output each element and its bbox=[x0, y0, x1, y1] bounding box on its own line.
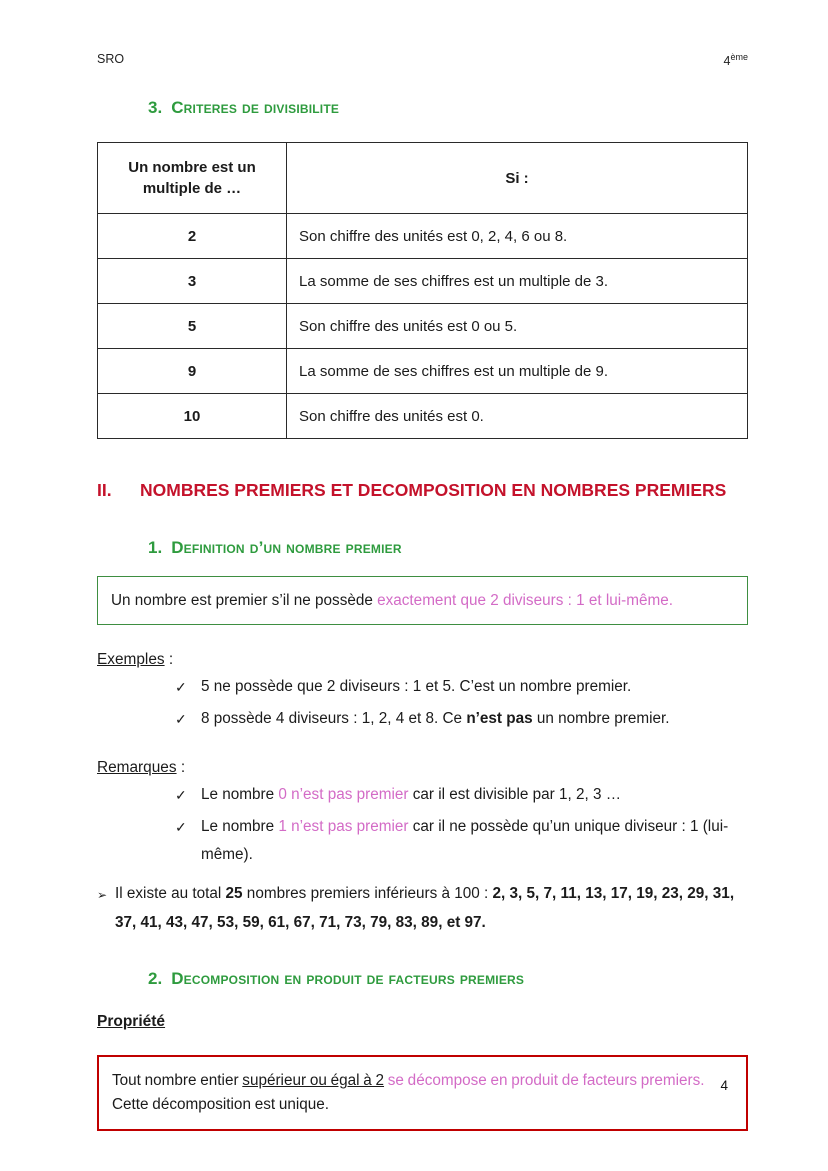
remarque-item-1-post: car il est divisible par 1, 2, 3 … bbox=[408, 786, 622, 804]
table-header-multiple: Un nombre est un multiple de … bbox=[98, 143, 287, 214]
table-row bbox=[98, 214, 748, 259]
primes-list: 2, 3, 5, 7, 11, 13, 17, 19, 23, 29, 31, 37, 41, 43, 47, 53, 59, 61, 67, 71, 73, 79, 83, 89, et 97. bbox=[115, 885, 735, 932]
table-cell-condition: La somme de ses chiffres est un multiple de 3. bbox=[287, 259, 748, 304]
remarque-item-1-pre: Le nombre bbox=[201, 786, 279, 804]
table-cell-multiple: 2 bbox=[98, 214, 287, 259]
remarques-colon: : bbox=[176, 759, 186, 777]
section-2-title: NOMBRES PREMIERS ET DECOMPOSITION EN NOMBRES PREMIERS bbox=[140, 480, 727, 501]
property-highlight: se décompose en produit de facteurs premiers. bbox=[384, 1072, 705, 1090]
check-icon: ✓ bbox=[175, 711, 187, 728]
table-row bbox=[98, 349, 748, 394]
section-2-numeral: II. bbox=[97, 480, 112, 501]
table-cell-multiple: 10 bbox=[98, 394, 287, 439]
header-grade-suffix: ème bbox=[730, 52, 748, 62]
section-2-heading bbox=[97, 475, 748, 506]
section-3-number: 3. bbox=[148, 98, 163, 118]
page-number: 4 bbox=[720, 1078, 728, 1093]
arrow-bullet-icon: ➢ bbox=[97, 888, 108, 903]
table-row bbox=[98, 304, 748, 349]
exemples-colon: : bbox=[164, 651, 174, 669]
remarque-item-2-text bbox=[201, 813, 748, 869]
header-author: SRO bbox=[97, 52, 125, 66]
remarque-item-2-pre: Le nombre bbox=[201, 818, 279, 836]
exemple-item-1-text: 5 ne possède que 2 diviseurs : 1 et 5. C’est un nombre premier. bbox=[201, 678, 632, 696]
primes-count: 25 bbox=[225, 885, 243, 903]
exemple-item-2 bbox=[175, 705, 748, 733]
property-post: Cette décomposition est unique. bbox=[112, 1096, 330, 1114]
header-grade bbox=[724, 52, 748, 68]
subsection-2-title: Decomposition en produit de facteurs premiers bbox=[171, 969, 525, 989]
exemples-label: Exemples bbox=[97, 651, 165, 669]
section-3-heading bbox=[148, 98, 748, 118]
check-icon: ✓ bbox=[175, 819, 187, 836]
exemples-label-line bbox=[97, 651, 748, 669]
remarque-item-2-highlight: 1 n’est pas premier bbox=[278, 818, 409, 836]
subsection-1-title: Definition d’un nombre premier bbox=[171, 538, 402, 558]
primes-mid: nombres premiers inférieurs à 100 : bbox=[242, 885, 493, 903]
remarque-item-1-highlight: 0 n’est pas premier bbox=[278, 786, 409, 804]
table-cell-multiple: 5 bbox=[98, 304, 287, 349]
table-cell-multiple: 9 bbox=[98, 349, 287, 394]
remarques-label: Remarques bbox=[97, 759, 177, 777]
table-cell-condition: Son chiffre des unités est 0 ou 5. bbox=[287, 304, 748, 349]
table-cell-condition: Son chiffre des unités est 0, 2, 4, 6 ou 8. bbox=[287, 214, 748, 259]
exemple-item-2-post: un nombre premier. bbox=[532, 710, 670, 728]
header-grade-number: 4 bbox=[723, 54, 731, 69]
property-box bbox=[97, 1055, 748, 1131]
remarque-item-1-text bbox=[201, 781, 748, 809]
table-row bbox=[98, 394, 748, 439]
exemple-item-2-text bbox=[201, 705, 748, 733]
exemple-item-2-bold: n’est pas bbox=[466, 710, 533, 728]
primes-count-text bbox=[115, 879, 748, 937]
definition-text: Un nombre est premier s’il ne possède bbox=[111, 592, 378, 610]
definition-box bbox=[97, 576, 748, 625]
primes-count-note bbox=[97, 879, 748, 937]
page-header bbox=[97, 52, 748, 68]
table-row bbox=[98, 259, 748, 304]
subsection-2-number: 2. bbox=[148, 969, 163, 989]
subsection-1-number: 1. bbox=[148, 538, 163, 558]
exemple-item-2-pre: 8 possède 4 diviseurs : 1, 2, 4 et 8. Ce bbox=[201, 710, 467, 728]
table-cell-condition: La somme de ses chiffres est un multiple de 9. bbox=[287, 349, 748, 394]
section-3-title: Criteres de divisibilite bbox=[171, 98, 340, 118]
definition-highlight: exactement que 2 diviseurs : 1 et lui-même. bbox=[377, 592, 674, 610]
exemple-item-1 bbox=[175, 673, 748, 701]
remarque-item-1 bbox=[175, 781, 748, 809]
propriete-label: Propriété bbox=[97, 1013, 166, 1031]
check-icon: ✓ bbox=[175, 787, 187, 804]
table-cell-condition: Son chiffre des unités est 0. bbox=[287, 394, 748, 439]
table-header-row bbox=[98, 143, 748, 214]
subsection-1-heading bbox=[148, 538, 748, 558]
remarque-item-2-post: car il ne possède qu’un unique diviseur : 1 (lui-même). bbox=[201, 818, 729, 864]
table-header-condition: Si : bbox=[287, 143, 748, 214]
remarques-label-line bbox=[97, 759, 748, 777]
property-pre: Tout nombre entier bbox=[112, 1072, 243, 1090]
table-cell-multiple: 3 bbox=[98, 259, 287, 304]
remarque-item-2 bbox=[175, 813, 748, 869]
subsection-2-heading bbox=[148, 969, 748, 989]
primes-pre: Il existe au total bbox=[115, 885, 226, 903]
property-underlined: supérieur ou égal à 2 bbox=[242, 1072, 385, 1090]
divisibility-table bbox=[97, 142, 748, 439]
check-icon: ✓ bbox=[175, 679, 187, 696]
